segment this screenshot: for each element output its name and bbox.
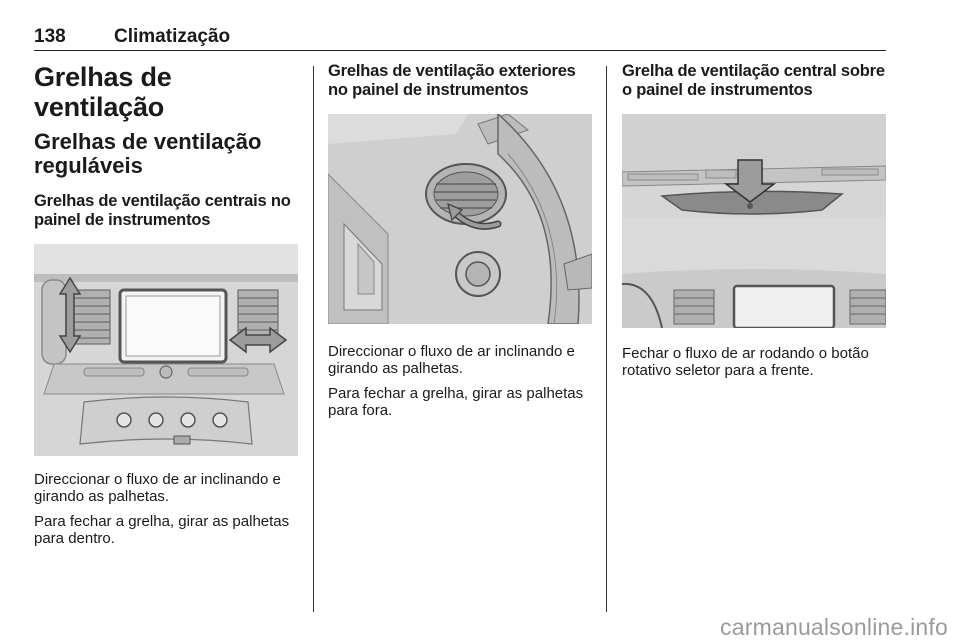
column-divider-2 xyxy=(606,66,607,612)
outer-vents-paragraph-1: Direccionar o fluxo de ar inclinando e girando as palhetas. xyxy=(328,343,575,377)
page-number: 138 xyxy=(34,26,66,47)
column-2 xyxy=(328,62,592,419)
page-header xyxy=(34,26,886,51)
section-heading-outer-vents: Grelhas de ventilação exteriores no painel de instrumentos xyxy=(328,62,576,99)
top-vent-illustration xyxy=(622,114,886,328)
page-title: Grelhas de ventilação xyxy=(34,62,172,122)
column-1 xyxy=(34,62,300,547)
outer-vents-paragraph-2: Para fechar a grelha, girar as palhetas para fora. xyxy=(328,385,584,419)
subtitle: Grelhas de ventilação reguláveis xyxy=(34,129,262,178)
column-divider-1 xyxy=(313,66,314,612)
central-vents-illustration xyxy=(34,244,298,456)
central-vents-paragraph-2: Para fechar a grelha, girar as palhetas para dentro. xyxy=(34,513,290,547)
section-heading-central-vents: Grelhas de ventilação centrais no painel de instrumentos xyxy=(34,192,291,229)
section-heading-top-vent: Grelha de ventilação central sobre o painel de instrumentos xyxy=(622,62,885,99)
running-head: Climatização xyxy=(114,26,231,47)
central-vents-paragraph-1: Direccionar o fluxo de ar inclinando e girando as palhetas. xyxy=(34,471,281,505)
outer-vents-illustration xyxy=(328,114,592,324)
top-vent-paragraph-1: Fechar o fluxo de ar rodando o botão rotativo seletor para a frente. xyxy=(622,345,869,379)
column-3 xyxy=(622,62,886,379)
watermark: carmanualsonline.info xyxy=(720,614,948,640)
